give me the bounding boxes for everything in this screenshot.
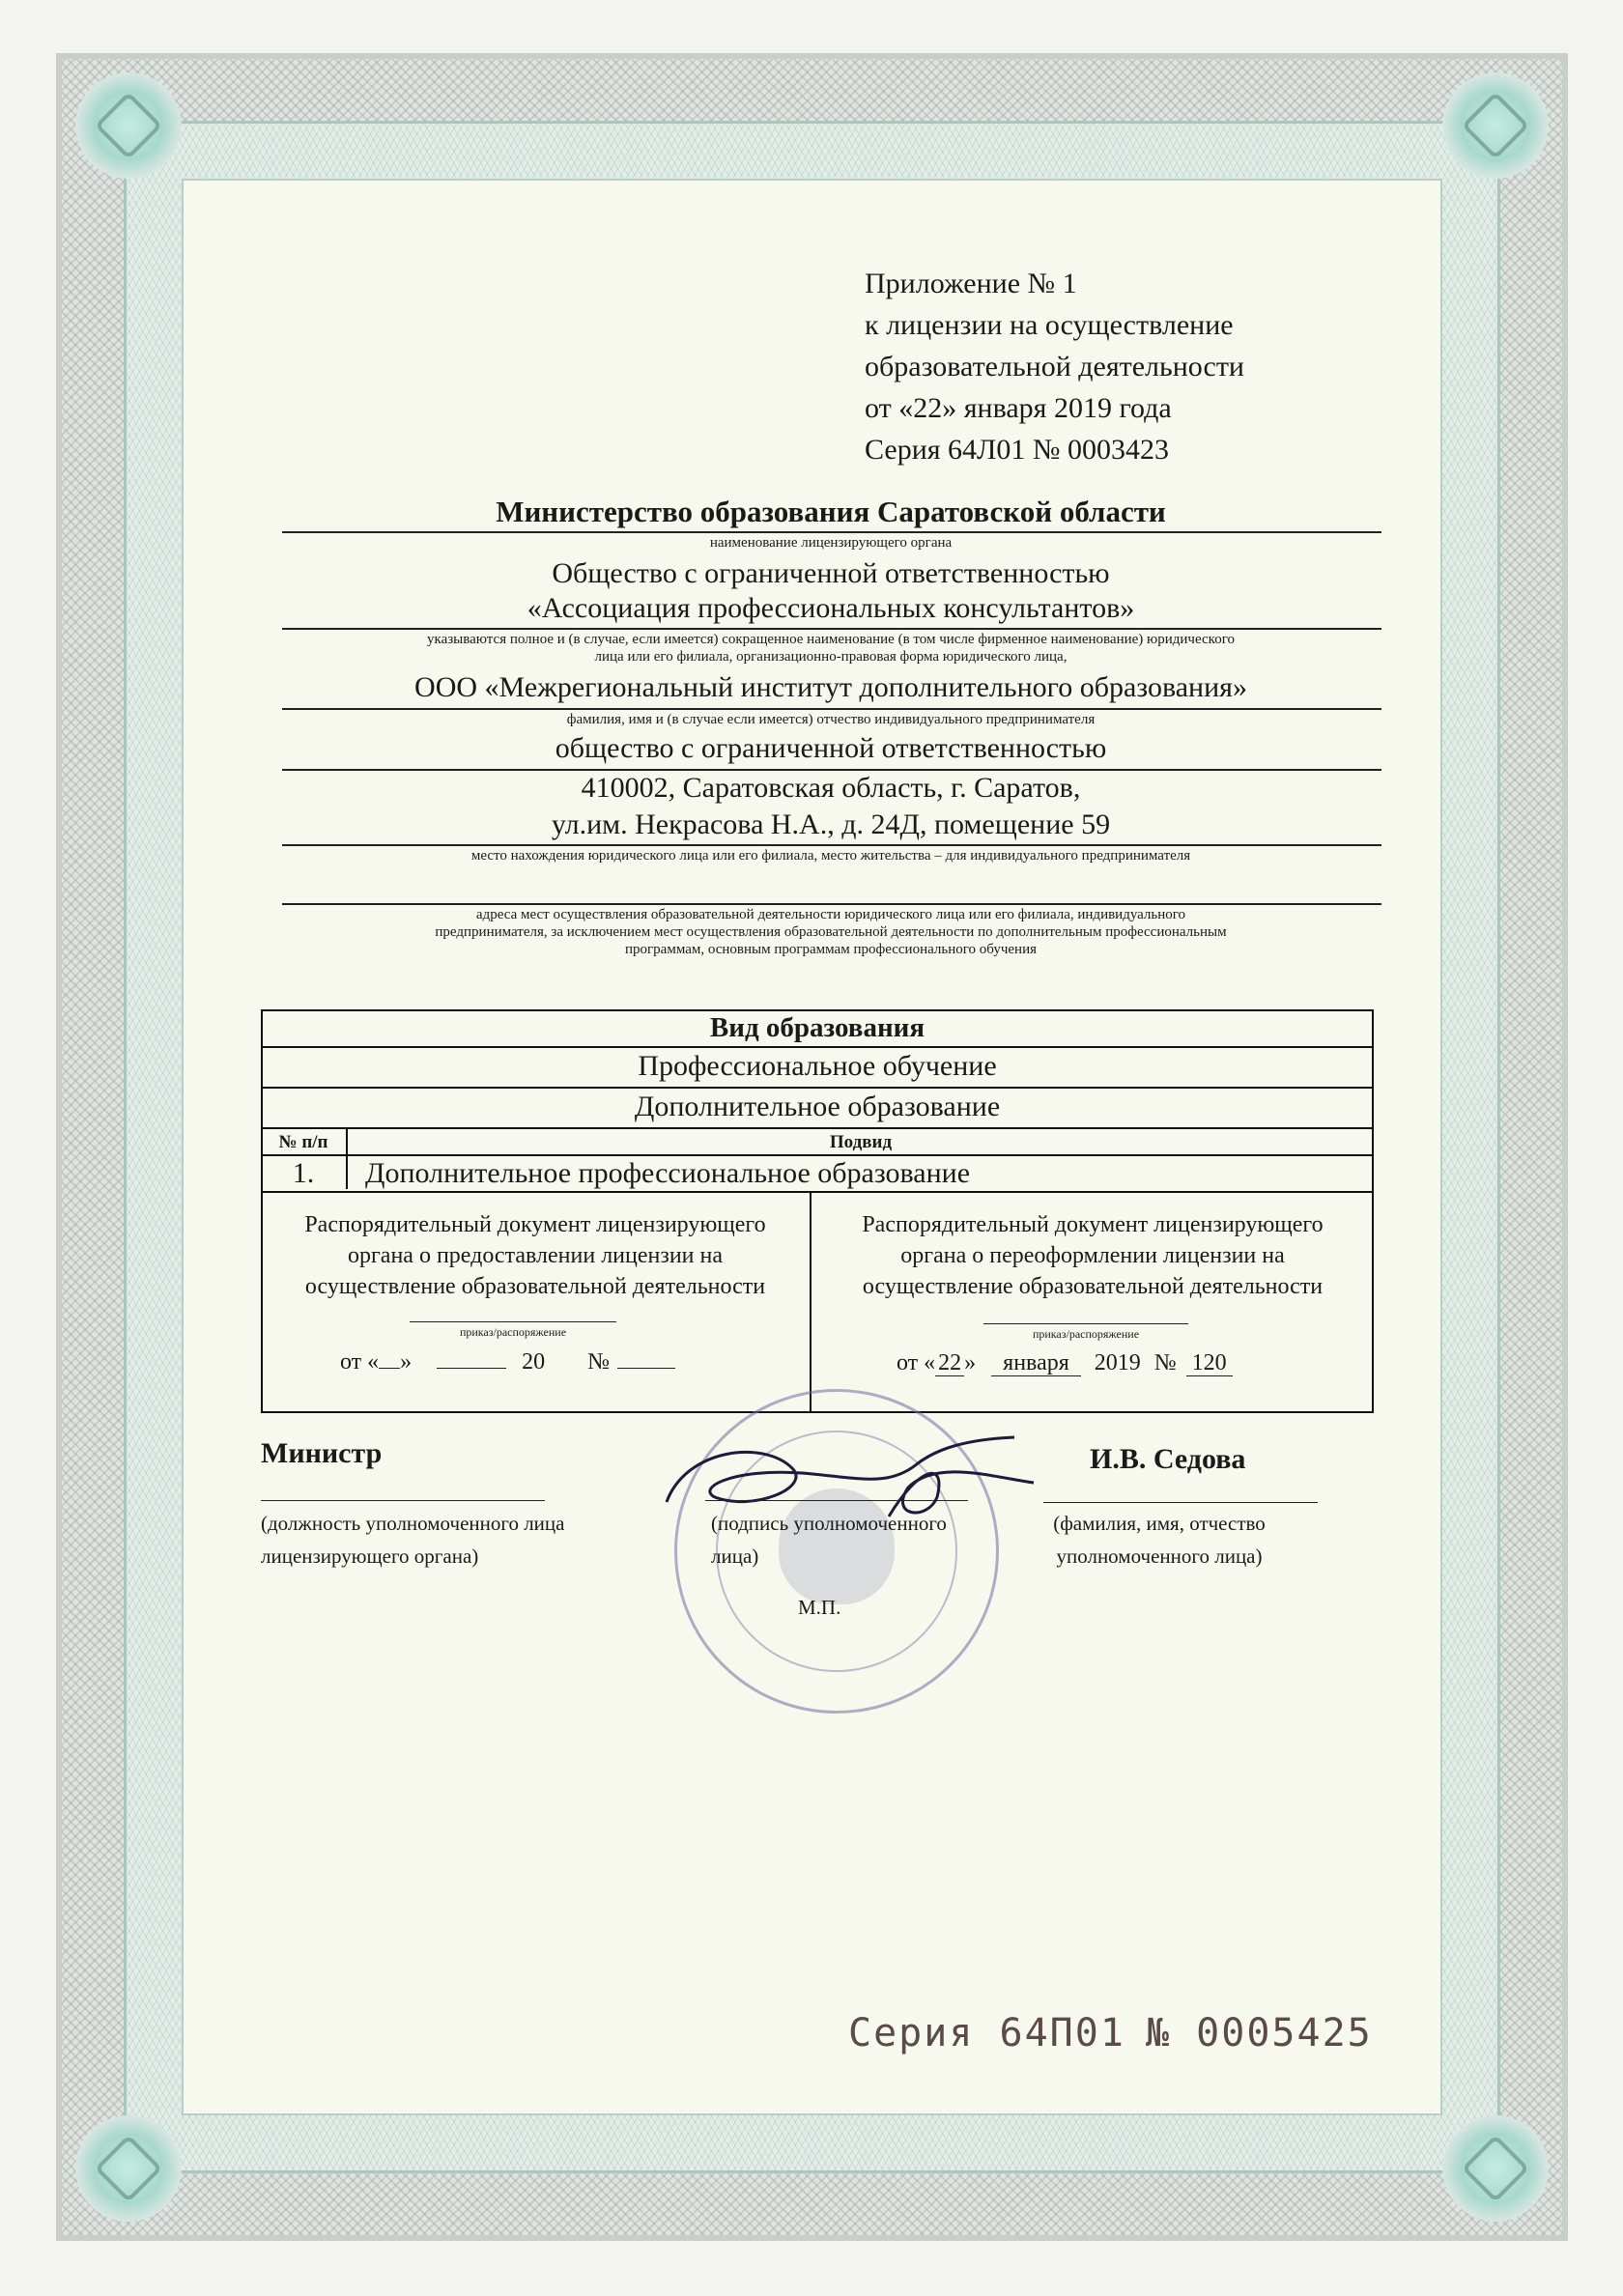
corner-ornament-icon (1423, 53, 1568, 198)
reissue-title-line: Распорядительный документ лицензирующего (862, 1212, 1324, 1237)
grant-document-title (261, 1209, 810, 1302)
reissue-title-line: осуществление образовательной деятельности (862, 1274, 1324, 1299)
header-line: образовательной деятельности (865, 351, 1244, 383)
licensee-caption-5c: программам, основным программам профессионального обучения (624, 942, 1037, 957)
underline (282, 844, 1381, 846)
position-caption (261, 1507, 564, 1573)
authority-caption: наименование лицензирующего органа (709, 535, 953, 551)
header-line: Приложение № 1 (865, 268, 1077, 299)
blank-number: № 0005425 (1146, 2011, 1373, 2055)
licensee-caption-5a: адреса мест осуществления образовательной деятельности юридического лица или его филиала, индивидуального (475, 907, 1186, 922)
caption-line: уполномоченного лица) (1056, 1545, 1263, 1568)
item-number: 1. (292, 1157, 315, 1189)
caption-line: (должность уполномоченного лица (261, 1512, 565, 1535)
date-year: 20 (522, 1349, 546, 1375)
signatory-name: И.В. Седова (1090, 1443, 1246, 1475)
corner-ornament-icon (56, 53, 201, 198)
licensee-address (280, 770, 1381, 843)
column-header-subtype: Подвид (829, 1132, 893, 1152)
caption-line: лица) (711, 1545, 759, 1568)
licensee-name-line1: Общество с ограниченной ответственностью (552, 557, 1110, 589)
date-prefix: от « (340, 1349, 380, 1375)
header-line: к лицензии на осуществление (865, 309, 1234, 341)
address-line2: ул.им. Некрасова Н.А., д. 24Д, помещение 59 (551, 808, 1111, 840)
licensee-name (280, 556, 1381, 626)
reissue-title-line: органа о переоформлении лицензии на (900, 1243, 1285, 1268)
name-caption (1043, 1507, 1275, 1573)
licensee-caption-3: фамилия, имя и (в случае если имеется) отчество индивидуального предпринимателя (566, 712, 1096, 727)
underline (282, 903, 1381, 905)
column-header-number: № п/п (278, 1132, 328, 1152)
underline (282, 628, 1381, 630)
reissue-date (897, 1350, 1233, 1376)
underline (282, 708, 1381, 710)
licensee-caption-1: указываются полное и (в случае, если имеется) сокращенное наименование (в том числе фирменное наименование) юридического (427, 632, 1235, 647)
underline (705, 1500, 968, 1501)
table-rule (261, 1127, 1374, 1129)
underline (983, 1323, 1188, 1324)
grant-title-line: Распорядительный документ лицензирующего (304, 1212, 766, 1237)
table-rule (261, 1154, 1374, 1156)
date-no: № (587, 1349, 611, 1375)
reissue-order-caption: приказ/распоряжение (1032, 1327, 1140, 1341)
header-line: от «22» января 2019 года (865, 392, 1172, 424)
corner-ornament-icon (1423, 2096, 1568, 2241)
table-rule (261, 1046, 1374, 1048)
address-line1: 410002, Саратовская область, г. Саратов, (581, 772, 1081, 804)
date-month: января (991, 1350, 1081, 1376)
underline (1043, 1502, 1318, 1503)
date-year: 2019 (1094, 1350, 1141, 1375)
reissue-document-title (812, 1209, 1374, 1302)
table-rule (261, 1191, 1374, 1193)
table-row-professional-training: Профессиональное обучение (638, 1050, 997, 1082)
signature-caption (711, 1507, 947, 1573)
licensee-caption-5b: предпринимателя, за исключением мест осуществления образовательной деятельности по дополнительным профессиональным (435, 924, 1227, 940)
authority-name: Министерство образования Саратовской области (496, 495, 1166, 528)
table-row-additional-education: Дополнительное образование (634, 1091, 1001, 1122)
date-prefix: от « (897, 1350, 936, 1375)
order-number: 120 (1186, 1350, 1233, 1376)
licensee-caption-4: место нахождения юридического лица или его филиала, место жительства – для индивидуального предпринимателя (470, 848, 1191, 864)
date-no: № (1153, 1350, 1177, 1375)
licensee-org-form: общество с ограниченной ответственностью (555, 732, 1107, 764)
appendix-header (865, 263, 1244, 470)
caption-line: (подпись уполномоченного (711, 1512, 947, 1535)
header-line: Серия 64Л01 № 0003423 (865, 434, 1170, 466)
grant-title-line: осуществление образовательной деятельности (304, 1274, 766, 1299)
table-title: Вид образования (709, 1012, 925, 1043)
date-close: » (964, 1350, 977, 1375)
licensee-caption-2: лица или его филиала, организационно-правовая форма юридического лица, (594, 649, 1068, 665)
grant-date (340, 1349, 675, 1375)
seal-place-label: М.П. (798, 1596, 841, 1619)
underline (410, 1321, 616, 1322)
table-rule (261, 1087, 1374, 1089)
blank-series: Серия 64П01 (848, 2011, 1125, 2055)
underline (261, 1500, 545, 1501)
date-day: 22 (935, 1350, 964, 1376)
date-close: » (400, 1349, 413, 1375)
caption-line: (фамилия, имя, отчество (1053, 1512, 1266, 1535)
caption-line: лицензирующего органа) (261, 1545, 479, 1568)
licensee-short-name: ООО «Межрегиональный институт дополнительного образования» (414, 671, 1247, 703)
table-rule (346, 1127, 348, 1189)
licensee-name-line2: «Ассоциация профессиональных консультантов» (527, 592, 1135, 624)
item-subtype: Дополнительное профессиональное образование (365, 1157, 971, 1189)
grant-order-caption: приказ/распоряжение (459, 1325, 567, 1339)
signatory-position: Министр (261, 1437, 383, 1469)
grant-title-line: органа о предоставлении лицензии на (347, 1243, 724, 1268)
corner-ornament-icon (56, 2096, 201, 2241)
underline (282, 531, 1381, 533)
